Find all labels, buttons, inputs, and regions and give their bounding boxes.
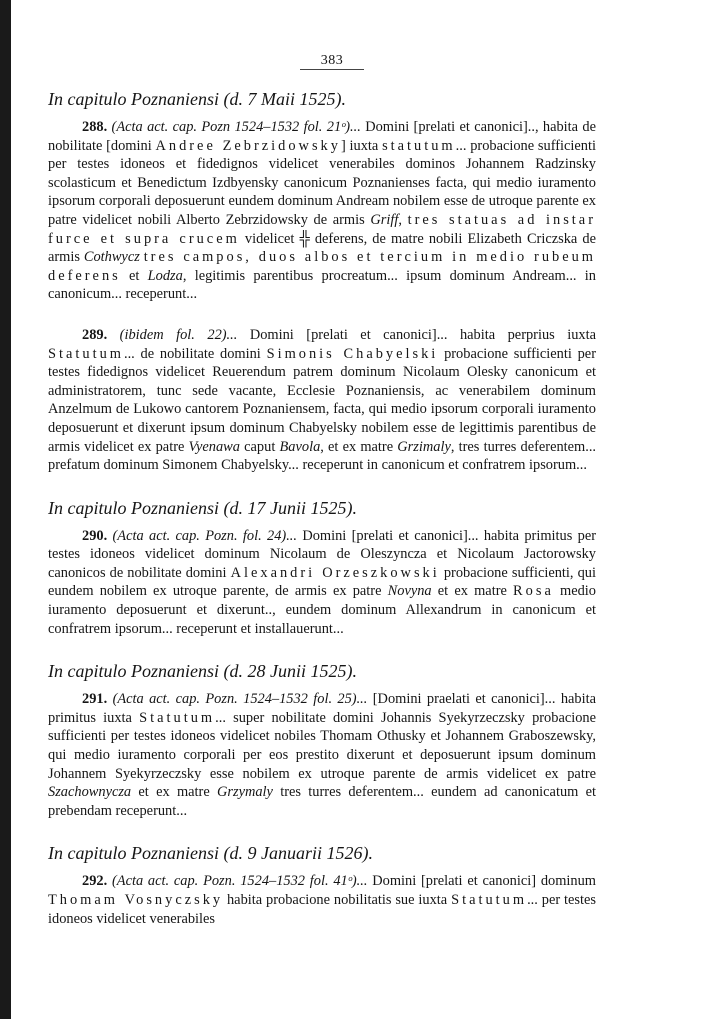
entry-text: ... de nobilitate domini (123, 345, 267, 362)
entry-text: , et ex matre (320, 438, 398, 455)
entry-text: et ex matre (131, 784, 217, 801)
italic-name: Szachownycza (48, 784, 132, 801)
entry-number: 290. (82, 527, 113, 544)
italic-name: Vyenawa (188, 438, 240, 455)
section-heading: In capitulo Poznaniensi (d. 28 Junii 1525). (48, 661, 357, 682)
entry-text: medio iuramento deposuerunt et dixerunt.., eundem dominum Allexandrum in canonicum et confratrem ipsorum... receperunt et installauerunt... (48, 583, 596, 637)
entry-text: et (120, 267, 148, 284)
italic-name: Griff (370, 211, 399, 228)
entry-292 (48, 872, 596, 928)
spaced-text: Thomam Vosnyczsky (48, 892, 224, 908)
italic-name: Novyna (387, 583, 432, 600)
entry-text: caput (239, 438, 280, 455)
entry-text: [Domini praelati et canonici]... habita primitus iuxta (48, 691, 597, 726)
entry-text: Domini [prelati et canonici]... habita primitus per testes idoneos videlicet dominum Nicolaum de Oleszyncza et Nicolaum Jactorowsky canonicos de nobilitate domini (48, 527, 597, 581)
spaced-text: tres statuas ad instar furce et supra crucem (48, 211, 596, 247)
scan-edge-rule (0, 0, 11, 1019)
italic-name: Lodza (147, 267, 183, 284)
italic-name: Bavola (279, 438, 321, 455)
entry-text: , tres turres deferentem... prefatum dominum Simonem Chabyelsky... receperunt in canonicum et confratrem ipsorum... (48, 438, 597, 474)
entry-text: Domini [prelati et canonici] dominum (367, 873, 597, 890)
entry-text: , (398, 211, 408, 228)
section-heading: In capitulo Poznaniensi (d. 7 Maii 1525). (48, 89, 346, 109)
entry-source: (Acta act. cap. Pozn. 1524–1532 fol. 25)... (112, 691, 368, 708)
spaced-text: Andree Zebrzidowsky (155, 137, 341, 154)
entry-text: Domini [prelati et canonici].., habita de nobilitate [domini (48, 119, 597, 154)
spaced-text: Alexandri Orzeszkowski (230, 564, 440, 581)
entry-text: , legitimis parentibus procreatum... ipsum dominum Andream... in canonicum... receperunt... (48, 267, 596, 303)
section-heading: In capitulo Poznaniensi (d. 9 Januarii 1526). (48, 843, 373, 864)
italic-name: Grzimaly (397, 438, 451, 455)
entry-288 (48, 118, 596, 304)
entry-text: ... super nobilitate domini Johannis Syekyrzeczsky probacione sufficienti per testes idoneos videlicet nobiles Thomam Othusky et Johannem Graboszewsky, qui medio iuramento corporali per eos prestito dixerunt et deposuerunt ipsum dominum Johannem Syekyrzeczsky esse nobilem ex utroque parente de armis videlicet ex patre (48, 709, 596, 782)
page-content (48, 88, 596, 928)
entry-source: (Acta act. cap. Pozn. fol. 24)... (112, 527, 297, 544)
entry-text: ... probacione sufficienti per testes idoneos et fidedignos videlicet venerabiles dominos Johannem Radzinsky scolasticum et Benedictum Izdbyensky canonicum Poznanienses facta, qui medio iuramento ipsorum corporali deposuerunt eundem dominum Andream nobilem esse de utroque parente ex patre videlicet nobili Alberto Zebrzidowsky de armis (48, 137, 596, 228)
section-heading: In capitulo Poznaniensi (d. 17 Junii 1525). (48, 497, 357, 518)
entry-number: 292. (82, 873, 112, 890)
entry-number: 289. (82, 326, 120, 343)
entry-text: habita probacione nobilitatis sue iuxta (223, 892, 452, 908)
spaced-text: Statutum (451, 892, 528, 908)
entry-289 (48, 326, 596, 475)
entry-291 (48, 690, 596, 820)
spaced-text: Statutum (48, 345, 124, 362)
entry-source: (ibidem fol. 22)... (119, 326, 238, 343)
entry-text: Domini [prelati et canonici]... habita perprius iuxta (237, 326, 597, 343)
italic-name: Cothwycz (83, 249, 140, 266)
spaced-text: tres campos, duos albos et tercium in medio rubeum deferens (48, 249, 596, 284)
entry-number: 288. (82, 119, 112, 135)
spaced-text: Statutum (139, 709, 216, 726)
page-number: 383 (300, 53, 364, 70)
entry-290 (48, 527, 596, 639)
entry-text: ] iuxta (340, 137, 383, 154)
spaced-text: Rosa (513, 583, 554, 600)
spaced-text: statutum (382, 137, 456, 154)
entry-source: (Acta act. cap. Pozn. 1524–1532 fol. 41ᵒ)... (111, 873, 368, 890)
entry-text: et ex matre (431, 583, 514, 600)
entry-text: probacione sufficienti, qui eundem nobilem ex utroque parente, de armis ex patre (48, 564, 596, 600)
entry-source: (Acta act. cap. Pozn 1524–1532 fol. 21ᵒ)... (111, 119, 361, 135)
entry-text: probacione sufficienti per testes fidedignos videlicet Reuerendum patrem dominum Nicolaum Olesky canonicum et administratorem, tunc sede vacante, Ecclesie Poznaniensis, ac venerabilem dominum Anzelmum de Lukowo cantorem Poznaniensem, facta, qui medio ipsorum corporali iuramento deposuerunt et dixerunt ipsum dominum Chabyelsky nobilem esse de legittimis parentibus de armis videlicet ex patre (48, 345, 596, 455)
entry-text: tres turres deferentem... eundem ad canonicatum et prebendam receperunt... (48, 784, 596, 819)
entry-text: ... per testes idoneos videlicet venerabiles (48, 892, 597, 927)
spaced-text: Simonis Chabyelski (266, 345, 439, 362)
italic-name: Grzymaly (216, 784, 273, 801)
entry-text: videlicet ╬ deferens, de matre nobili Elizabeth Criczska de armis (48, 230, 596, 266)
entry-number: 291. (82, 691, 113, 708)
